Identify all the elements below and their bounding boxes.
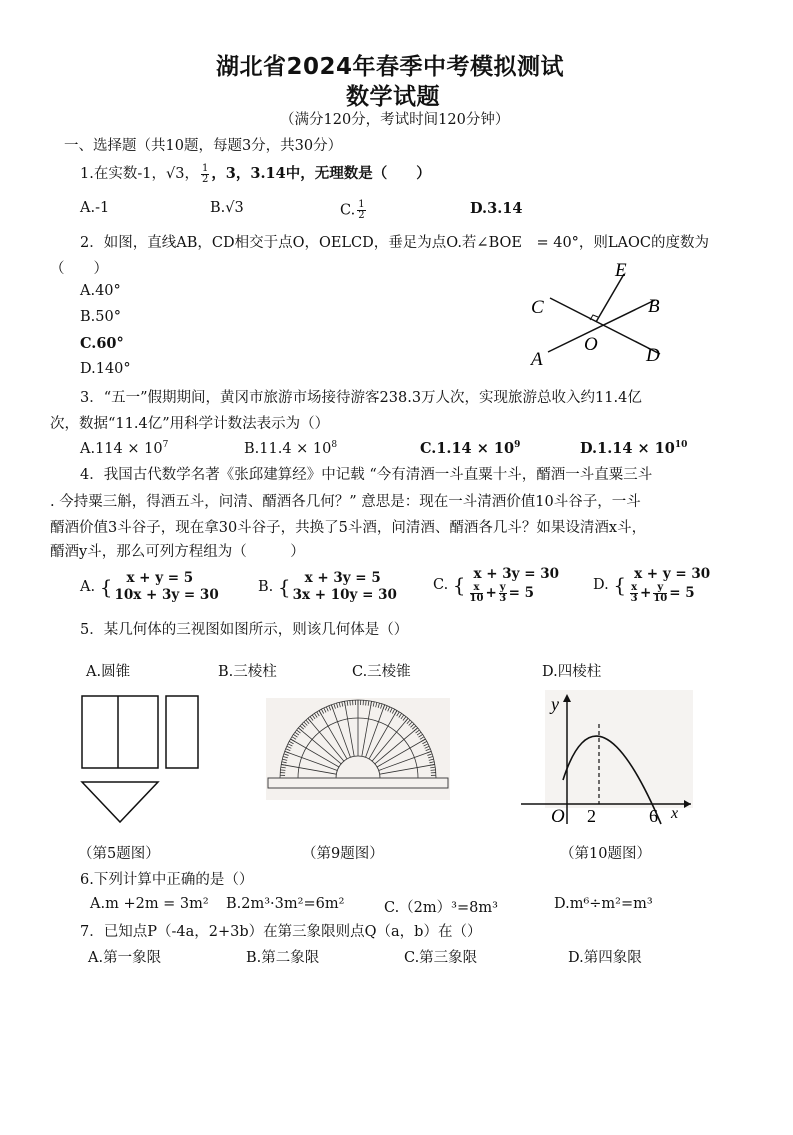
question-7-stem: 7．已知点P（-4a，2+3b）在第三象限则点Q（a，b）在（） — [80, 924, 482, 940]
q3-option-c: $C.1.14 \times 10^9$ — [420, 440, 521, 457]
question-4-line-1: 4．我国古代数学名著《张邱建算经》中记载 “今有清酒一斗直粟十斗，醑酒一斗直粟三斗 — [80, 467, 653, 483]
label-e: E — [615, 260, 627, 281]
q1-option-b: B.√3 — [210, 200, 244, 216]
q6-option-d: D.m⁶÷m²=m³ — [554, 896, 653, 912]
question-2-line-1: 2．如图，直线AB，CD相交于点O，OELCD，垂足为点O.若∠BOE = 40°，则LAOC的度数为 — [80, 235, 710, 251]
section-heading: 一、选择题（共10题，每题3分，共30分） — [64, 138, 343, 154]
q1-option-d: D.3.14 — [470, 200, 523, 217]
q7-option-c: C.第三象限 — [404, 950, 478, 966]
protractor-tick — [280, 770, 285, 771]
question-1-stem: 1.在实数-1，√3， $\frac{1}{2}$ ，3，3.14中，无理数是（ ） — [80, 162, 431, 185]
question-4-line-2: . 今持粟三斛，得酒五斗，问清、醑酒各几何？” 意思是：现在一斗清酒价值10斗谷子，一斗 — [50, 494, 641, 510]
q3-option-a: $A.114 \times 10^7$ — [80, 440, 169, 457]
question-3-line-1: 3．“五一”假期期间，黄冈市旅游市场接待游客238.3万人次，实现旅游总收入约11.4亿 — [80, 390, 642, 406]
q2-option-a: A.40° — [80, 283, 121, 299]
side-view — [166, 696, 198, 768]
q2-geometry-figure — [520, 258, 690, 370]
line-ab — [548, 300, 655, 352]
label-d: D — [646, 345, 660, 366]
ray-oe — [596, 274, 624, 322]
top-view — [82, 782, 158, 822]
question-2-line-2: （ ） — [50, 261, 108, 277]
label-y: y — [551, 694, 559, 714]
exam-info: （满分120分，考试时间120分钟） — [280, 112, 510, 128]
label-c: C — [531, 297, 544, 318]
q5-option-d: D.四棱柱 — [542, 664, 602, 680]
protractor-tick — [431, 770, 436, 771]
q5-option-b: B.三棱柱 — [218, 664, 277, 680]
q1-option-a: A.-1 — [80, 200, 110, 216]
label-origin: O — [551, 806, 565, 827]
q4-option-c: C. { x + 3y = 30 $\frac{x}{10}$ + $\frac{y}{3}$ = 5 — [433, 566, 560, 604]
q4-option-a: A. { x + y = 5 10x + 3y = 30 — [80, 570, 219, 603]
three-view-figure — [76, 690, 206, 828]
caption-fig-9: （第9题图） — [302, 846, 384, 862]
protractor-tick — [350, 700, 351, 705]
protractor-figure — [264, 690, 454, 804]
q3-option-b: $B.11.4 \times 10^8$ — [244, 440, 338, 457]
caption-fig-5: （第5题图） — [78, 846, 160, 862]
q5-option-c: C.三棱锥 — [352, 664, 411, 680]
q2-option-d: D.140° — [80, 361, 131, 377]
question-4-line-4: 醑酒y斗，那么可列方程组为（ ） — [50, 544, 305, 560]
q4-option-b: B. { x + 3y = 5 3x + 10y = 30 — [258, 570, 397, 603]
label-six: 6 — [649, 806, 658, 826]
protractor-tick — [366, 700, 367, 705]
parabola-graph — [515, 688, 695, 830]
label-a: A — [531, 349, 543, 370]
question-5-stem: 5．某几何体的三视图如图所示，则该几何体是（） — [80, 622, 409, 638]
q7-option-d: D.第四象限 — [568, 950, 642, 966]
question-6-stem: 6.下列计算中正确的是（） — [80, 872, 254, 888]
q3-option-d: $D.1.14 \times 10^{10}$ — [580, 440, 688, 457]
page-title: 湖北省2024年春季中考模拟测试 — [216, 54, 565, 80]
q6-option-c: C.（2m）³=8m³ — [384, 900, 498, 916]
label-o: O — [584, 334, 598, 355]
q6-option-b: B.2m³·3m²=6m² — [226, 896, 345, 912]
q6-option-a: A.m +2m = 3m² — [90, 896, 209, 912]
q5-option-a: A.圆锥 — [86, 664, 131, 680]
page-subtitle: 数学试题 — [346, 84, 440, 110]
q2-option-b: B.50° — [80, 309, 121, 325]
question-3-line-2: 次，数据“11.4亿”用科学计数法表示为（） — [50, 416, 330, 432]
q2-option-c: C.60° — [80, 335, 124, 352]
q4-option-d: D. { x + y = 30 $\frac{x}{3}$ + $\frac{y}{10}$ = 5 — [593, 566, 711, 604]
caption-fig-10: （第10题图） — [560, 846, 651, 862]
label-two: 2 — [587, 806, 596, 826]
q7-option-a: A.第一象限 — [88, 950, 162, 966]
label-b: B — [648, 296, 660, 317]
label-x: x — [671, 805, 679, 822]
question-4-line-3: 醑酒价值3斗谷子，现在拿30斗谷子，共换了5斗酒，问清酒、醑酒各几斗？如果设清酒x斗， — [50, 520, 647, 536]
front-view — [82, 696, 158, 768]
q1-option-c: C. $\frac{1}{2}$ — [340, 199, 365, 221]
q7-option-b: B.第二象限 — [246, 950, 320, 966]
